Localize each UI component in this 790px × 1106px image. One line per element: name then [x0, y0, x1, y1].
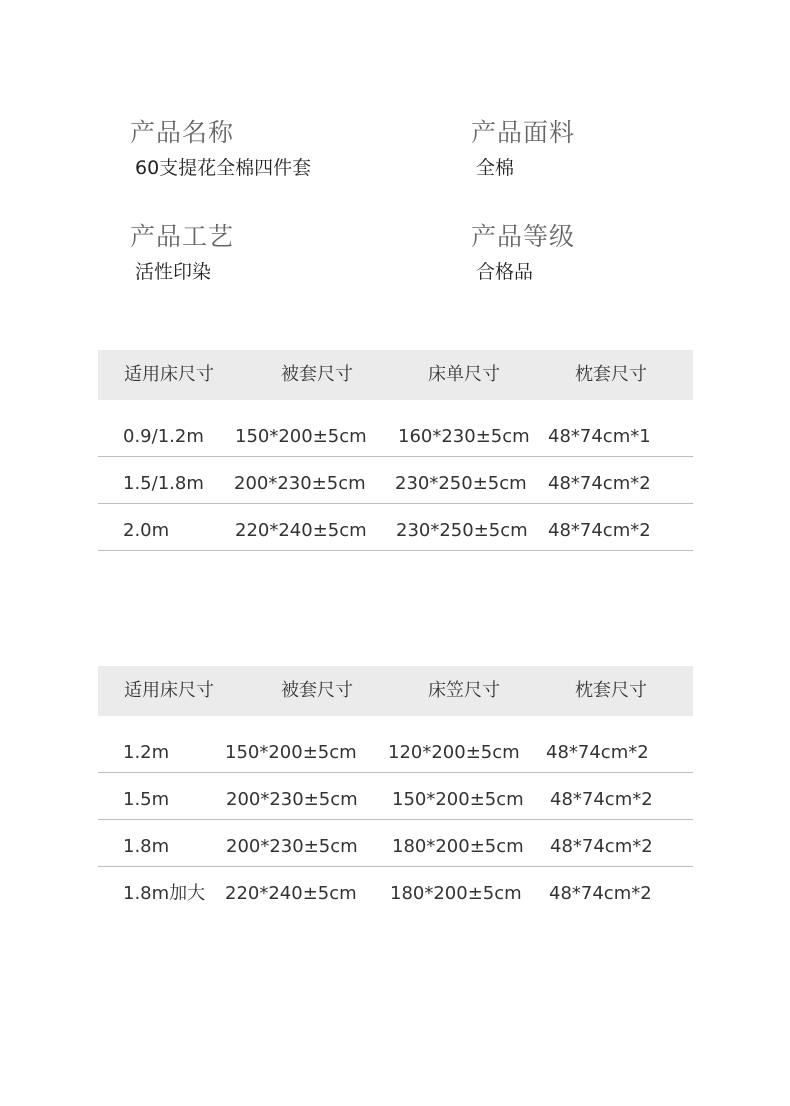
cell-sheet-size: 230*250±5cm [396, 520, 528, 541]
cell-bed-size: 1.8m加大 [123, 883, 206, 904]
cell-fitted-sheet-size: 180*200±5cm [390, 883, 522, 904]
cell-pillow-size: 48*74cm*2 [550, 789, 653, 810]
cell-bed-size: 0.9/1.2m [123, 426, 204, 447]
table-row [98, 400, 693, 457]
cell-bed-size: 1.5/1.8m [123, 473, 204, 494]
cell-sheet-size: 230*250±5cm [395, 473, 527, 494]
cell-duvet-size: 200*230±5cm [234, 473, 366, 494]
table-header [98, 666, 693, 716]
header-duvet-size: 被套尺寸 [281, 364, 353, 385]
table-row [98, 773, 693, 820]
info-product-fabric [471, 118, 771, 180]
info-value: 60支提花全棉四件套 [135, 157, 312, 179]
table-row [98, 504, 693, 551]
cell-bed-size: 1.8m [123, 836, 170, 857]
cell-fitted-sheet-size: 180*200±5cm [392, 836, 524, 857]
info-product-grade [471, 222, 771, 284]
cell-fitted-sheet-size: 120*200±5cm [388, 742, 520, 763]
header-bed-size: 适用床尺寸 [124, 680, 214, 701]
cell-fitted-sheet-size: 150*200±5cm [392, 789, 524, 810]
cell-bed-size: 1.2m [123, 742, 170, 763]
size-table-fitted-sheet [98, 666, 693, 913]
size-table-bedsheet [98, 350, 693, 551]
cell-duvet-size: 200*230±5cm [226, 836, 358, 857]
header-duvet-size: 被套尺寸 [281, 680, 353, 701]
header-bed-size: 适用床尺寸 [124, 364, 214, 385]
cell-duvet-size: 220*240±5cm [235, 520, 367, 541]
info-product-name [130, 118, 430, 180]
cell-pillow-size: 48*74cm*2 [548, 520, 651, 541]
cell-bed-size: 2.0m [123, 520, 170, 541]
cell-duvet-size: 150*200±5cm [225, 742, 357, 763]
cell-pillow-size: 48*74cm*2 [548, 473, 651, 494]
cell-duvet-size: 220*240±5cm [225, 883, 357, 904]
info-label: 产品等级 [471, 222, 576, 251]
cell-duvet-size: 150*200±5cm [235, 426, 367, 447]
table-row [98, 457, 693, 504]
table-row [98, 867, 693, 913]
cell-bed-size: 1.5m [123, 789, 170, 810]
info-value: 活性印染 [135, 261, 212, 283]
header-sheet-size: 床单尺寸 [428, 364, 500, 385]
cell-pillow-size: 48*74cm*2 [546, 742, 649, 763]
cell-sheet-size: 160*230±5cm [398, 426, 530, 447]
info-value: 全棉 [476, 157, 515, 179]
header-pillow-size: 枕套尺寸 [575, 364, 647, 385]
table-row [98, 716, 693, 773]
cell-pillow-size: 48*74cm*1 [548, 426, 651, 447]
cell-duvet-size: 200*230±5cm [226, 789, 358, 810]
header-fitted-sheet-size: 床笠尺寸 [428, 680, 500, 701]
header-pillow-size: 枕套尺寸 [575, 680, 647, 701]
cell-pillow-size: 48*74cm*2 [549, 883, 652, 904]
info-value: 合格品 [476, 261, 534, 283]
info-label: 产品面料 [471, 118, 576, 147]
info-label: 产品工艺 [130, 222, 235, 251]
info-product-craft [130, 222, 430, 284]
table-header [98, 350, 693, 400]
info-label: 产品名称 [130, 118, 235, 147]
cell-pillow-size: 48*74cm*2 [550, 836, 653, 857]
table-row [98, 820, 693, 867]
